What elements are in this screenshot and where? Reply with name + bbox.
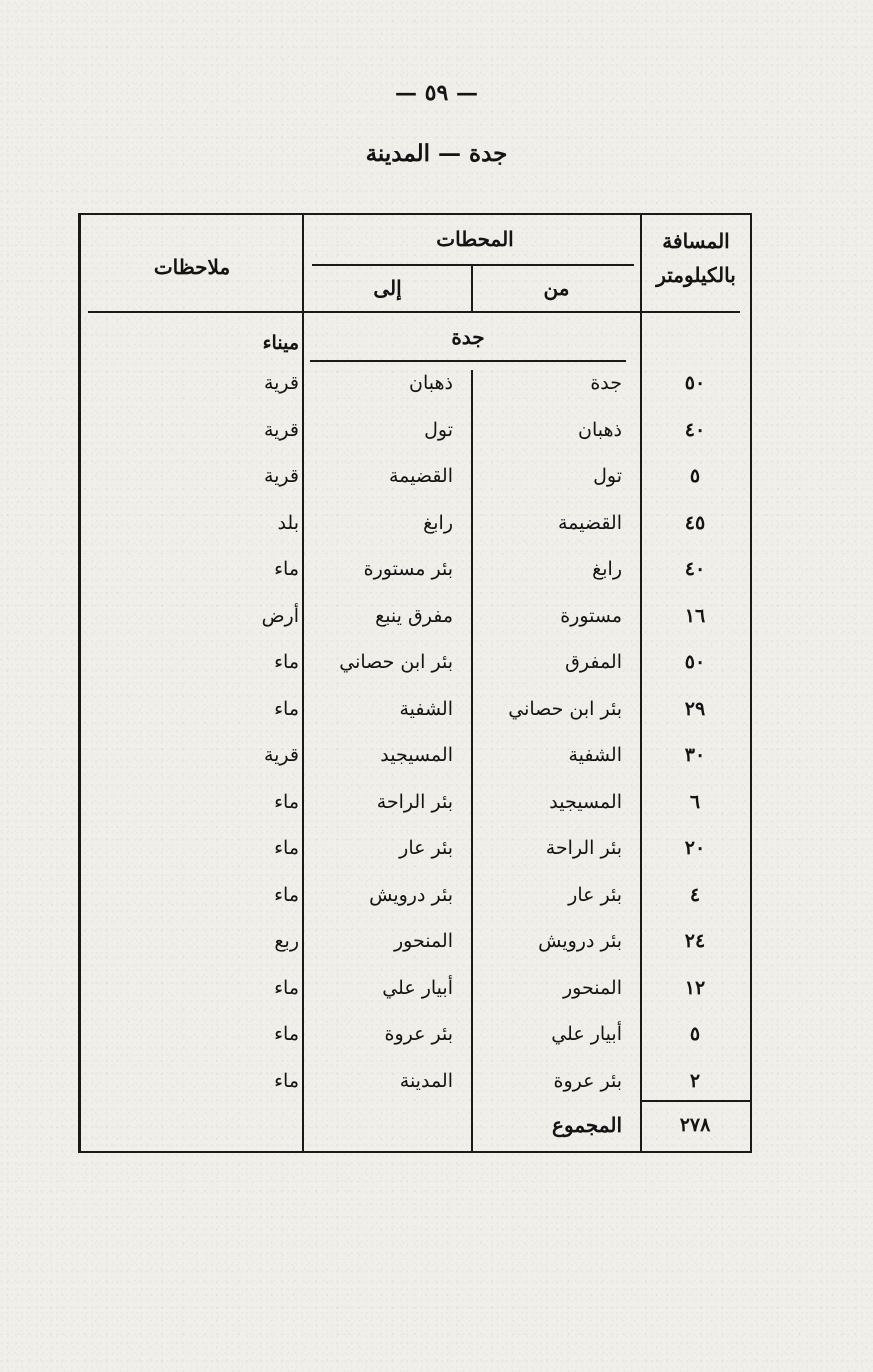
row-note: ماء xyxy=(274,883,299,906)
header-from: من xyxy=(543,276,570,300)
row-to: تول xyxy=(424,418,453,441)
row-distance: ٥٠ xyxy=(684,651,706,673)
divider-notes xyxy=(302,215,304,1151)
row-distance: ٤٠ xyxy=(684,558,706,580)
divider-from-to xyxy=(471,370,473,1151)
row-note: قرية xyxy=(263,744,299,766)
row-to: المدينة xyxy=(399,1069,453,1092)
page-title: جدة — المدينة xyxy=(365,140,508,167)
row-note: ماء xyxy=(274,1069,299,1092)
row-note: ماء xyxy=(274,837,299,859)
row-note: ربع xyxy=(274,930,299,952)
header-to: إلى xyxy=(373,276,402,300)
row-note: قرية xyxy=(263,465,299,487)
header-notes: ملاحظات xyxy=(153,255,231,279)
row-from: مستورة xyxy=(560,604,622,627)
row-to: بئر ابن حصاني xyxy=(339,651,453,673)
rule-header-bottom xyxy=(88,311,740,313)
row-to: بئر عار xyxy=(399,837,453,859)
row-distance: ٢٠ xyxy=(684,837,706,859)
row-from: المنحور xyxy=(562,976,622,999)
row-from: أبيار علي xyxy=(551,1023,622,1045)
row-from: القضيمة xyxy=(557,511,622,534)
row-note: أرض xyxy=(261,604,299,627)
row-from: المفرق xyxy=(565,651,622,673)
row-note: قرية xyxy=(263,372,299,394)
row-from: تول xyxy=(593,465,622,487)
row-note: ماء xyxy=(274,1023,299,1045)
row-from: بئر عار xyxy=(568,883,622,906)
rule-section xyxy=(310,360,626,362)
row-from: الشفية xyxy=(568,744,622,766)
row-to: المنحور xyxy=(393,930,453,952)
row-distance: ٢٤ xyxy=(684,930,706,952)
row-note: ماء xyxy=(274,976,299,999)
row-distance: ٥ xyxy=(689,465,701,487)
row-from: بئر ابن حصاني xyxy=(508,697,622,720)
row-note: ماء xyxy=(274,790,299,813)
row-from: جدة xyxy=(590,372,622,394)
row-from: بئر الراحة xyxy=(545,837,622,859)
rule-stations xyxy=(312,264,634,266)
row-to: بئر الراحة xyxy=(376,790,453,813)
row-note: ماء xyxy=(274,651,299,673)
header-stations: المحطات xyxy=(436,227,514,251)
row-distance: ٢ xyxy=(689,1069,701,1092)
row-distance: ٣٠ xyxy=(684,744,706,766)
row-to: بئر درويش xyxy=(369,883,453,906)
section-note: ميناء xyxy=(262,332,299,354)
divider-distance xyxy=(640,215,642,1151)
row-distance: ٤ xyxy=(689,883,701,906)
row-to: بئر عروة xyxy=(384,1023,453,1045)
row-distance: ١٦ xyxy=(684,604,706,627)
row-from: رابغ xyxy=(592,558,622,580)
row-note: قرية xyxy=(263,418,299,441)
row-distance: ٥ xyxy=(689,1023,701,1045)
row-note: ماء xyxy=(274,697,299,720)
row-distance: ٤٠ xyxy=(684,418,706,441)
row-distance: ٤٥ xyxy=(684,511,706,534)
row-distance: ١٢ xyxy=(684,976,706,999)
section-label: جدة xyxy=(451,325,485,349)
row-from: المسيجيد xyxy=(549,790,622,813)
row-to: القضيمة xyxy=(388,465,453,487)
row-distance: ٥٠ xyxy=(684,372,706,394)
row-to: بئر مستورة xyxy=(363,558,453,580)
row-from: ذهبان xyxy=(578,418,622,441)
rule-total xyxy=(642,1100,750,1102)
row-distance: ٦ xyxy=(689,790,701,813)
row-to: ذهبان xyxy=(409,372,453,394)
row-note: بلد xyxy=(277,511,299,534)
row-to: مفرق ينبع xyxy=(375,604,453,627)
total-value: ٢٧٨ xyxy=(679,1114,711,1136)
row-to: أبيار علي xyxy=(382,976,453,999)
row-to: المسيجيد xyxy=(380,744,453,766)
row-note: ماء xyxy=(274,558,299,580)
row-from: بئر عروة xyxy=(553,1069,622,1092)
page-number: — ٥٩ — xyxy=(395,80,478,106)
row-to: الشفية xyxy=(399,697,453,720)
row-distance: ٢٩ xyxy=(684,697,706,720)
row-from: بئر درويش xyxy=(538,930,622,952)
route-table xyxy=(78,213,752,1153)
total-label: المجموع xyxy=(552,1113,622,1137)
header-distance: المسافة بالكيلومتر xyxy=(656,229,736,287)
row-to: رابغ xyxy=(423,511,453,534)
